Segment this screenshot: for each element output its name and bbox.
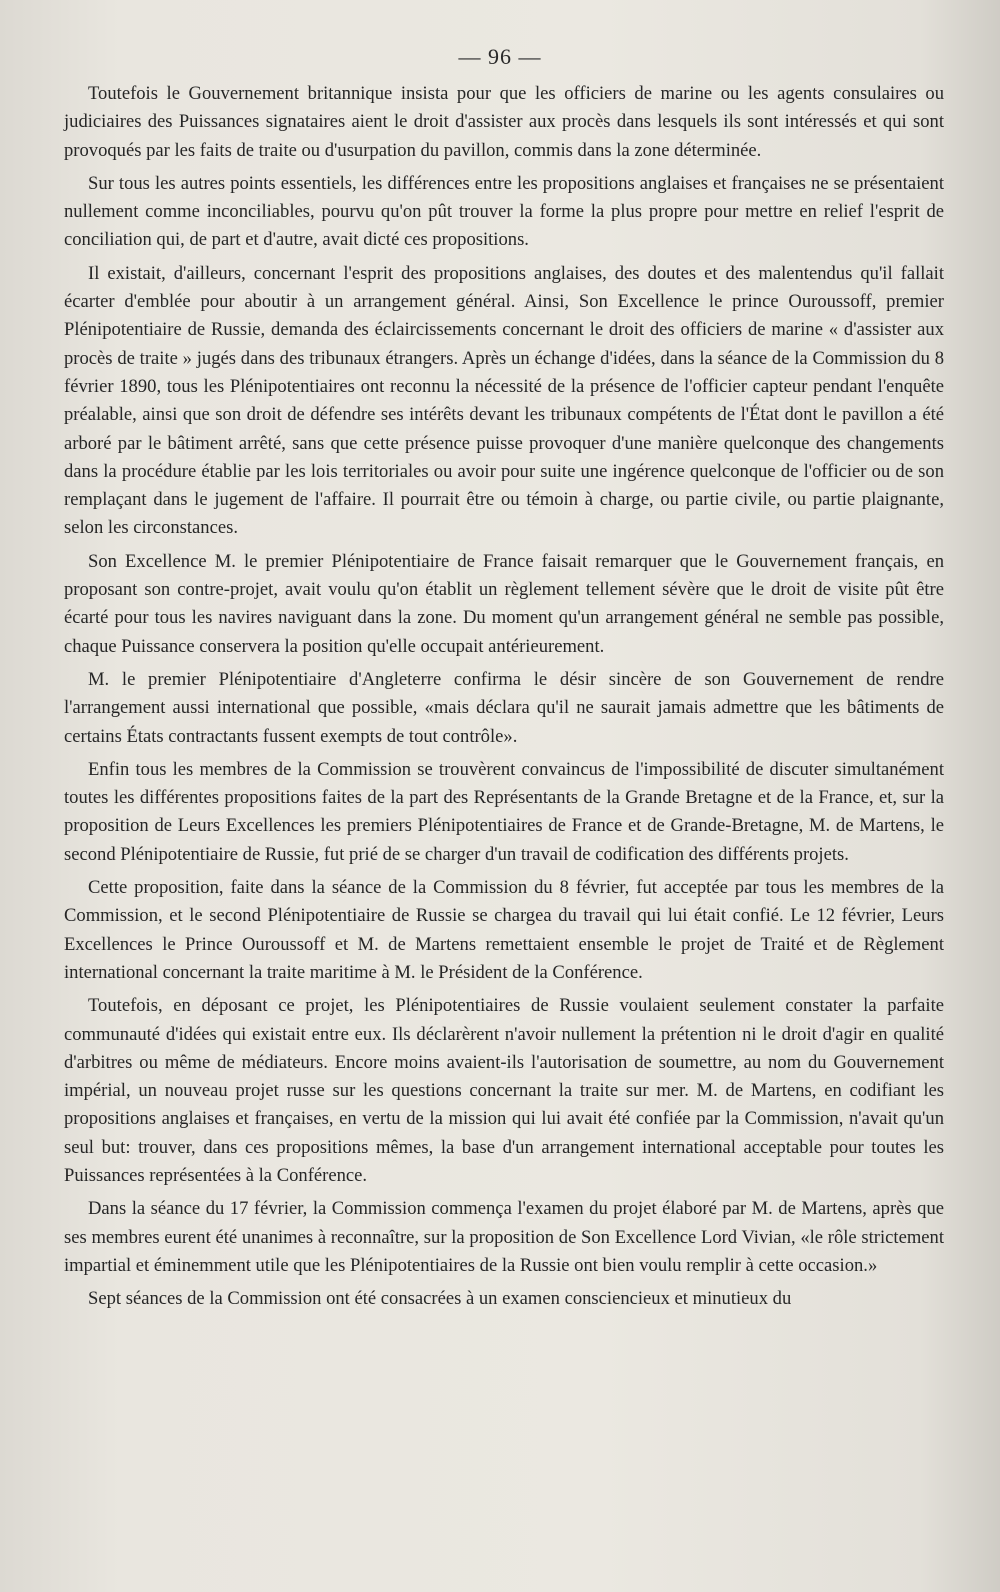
page-number: — 96 — <box>458 44 542 69</box>
paragraph-8: Toutefois, en déposant ce projet, les Plénipotentiaires de Russie voulaient seulement constater la parfaite communauté d'idées qui existait entre eux. Ils déclarèrent n'avoir nullement la prétention ni le droit d'agir en qualité d'arbitres ou même de médiateurs. Encore moins avaient-ils l'autorisation de soumettre, au nom du Gouvernement impérial, un nouveau projet russe sur les questions concernant la traite sur mer. M. de Martens, en codifiant les propositions anglaises et françaises, en vertu de la mission qui lui avait été confiée par la Commission, n'avait qu'un seul but: trouver, dans ces propositions mêmes, la base d'un arrangement international acceptable pour toutes les Puissances représentées à la Conférence. <box>64 995 944 1186</box>
paragraph-3: Il existait, d'ailleurs, concernant l'esprit des propositions anglaises, des doutes et des malentendus qu'il fallait écarter d'emblée pour aboutir à un arrangement général. Ainsi, Son Excellence le prince Ouroussoff, premier Plénipotentiaire de Russie, demanda des éclaircissements concernant le droit des officiers de marine « d'assister aux procès de traite » jugés dans des tribunaux étrangers. Après un échange d'idées, dans la séance de la Commission du 8 février 1890, tous les Plénipotentiaires ont reconnu la nécessité de la présence de l'officier capteur pendant l'enquête préalable, ainsi que son droit de défendre ses intérêts devant les tribunaux compétents de l'État dont le pavillon a été arboré par le bâtiment arrêté, sans que cette présence puisse provoquer d'une manière quelconque des changements dans la procédure établie par les lois territoriales ou avoir pour suite une ingérence quelconque de l'officier ou de son remplaçant dans le jugement de l'affaire. Il pourrait être ou témoin à charge, ou partie civile, ou partie plaignante, selon les circonstances. <box>64 262 944 539</box>
paragraph-4: Son Excellence M. le premier Plénipotentiaire de France faisait remarquer que le Gouvernement français, en proposant son contre-projet, avait voulu qu'on établit un règlement tellement sévère que le droit de visite pût être écarté pour tous les navires naviguant dans la zone. Du moment qu'un arrangement général ne semble pas possible, chaque Puissance conservera la position qu'elle occupait antérieurement. <box>64 550 944 657</box>
paragraph-10: Sept séances de la Commission ont été consacrées à un examen consciencieux et minutieux du <box>88 1288 792 1310</box>
paragraph-5: M. le premier Plénipotentiaire d'Angleterre confirma le désir sincère de son Gouvernement de rendre l'arrangement aussi international que possible, «mais déclara qu'il ne saurait jamais admettre que les bâtiments de certains États contractants fussent exempts de tout contrôle». <box>64 668 944 747</box>
paragraph-6: Enfin tous les membres de la Commission se trouvèrent convaincus de l'impossibilité de discuter simultanément toutes les différentes propositions faites de la part des Représentants de la Grande Bretagne et de la France, et, sur la proposition de Leurs Excellences les premiers Plénipotentiaires de France et de Grande-Bretagne, M. de Martens, le second Plénipotentiaire de Russie, fut prié de se charger d'un travail de codification des différents projets. <box>64 758 944 865</box>
paragraph-7: Cette proposition, faite dans la séance de la Commission du 8 février, fut acceptée par tous les membres de la Commission, et le second Plénipotentiaire de Russie se chargea du travail qui lui était confié. Le 12 février, Leurs Excellences le Prince Ouroussoff et M. de Martens remettaient ensemble le projet de Traité et de Règlement international concernant la traite maritime à M. le Président de la Conférence. <box>64 877 944 983</box>
paragraph-2: Sur tous les autres points essentiels, les différences entre les propositions anglaises et françaises ne se présentaient nullement comme inconciliables, pourvu qu'on pût trouver la forme la plus propre pour mettre en relief l'esprit de conciliation qui, de part et d'autre, avait dicté ces propositions. <box>64 172 944 251</box>
paragraph-1: Toutefois le Gouvernement britannique insista pour que les officiers de marine ou les agents consulaires ou judiciaires des Puissances signataires aient le droit d'assister aux procès dans lesquels ils sont intéressés et qui sont provoqués par les faits de traite ou d'usurpation du pavillon, commis dans la zone déterminée. <box>64 83 944 161</box>
body-text <box>64 80 944 1318</box>
paragraph-9: Dans la séance du 17 février, la Commission commença l'examen du projet élaboré par M. de Martens, après que ses membres eurent été unanimes à reconnaître, sur la proposition de Son Excellence Lord Vivian, «le rôle strictement impartial et éminemment utile que les Plénipotentiaires de la Russie ont bien voulu remplir à cette occasion.» <box>64 1198 944 1276</box>
